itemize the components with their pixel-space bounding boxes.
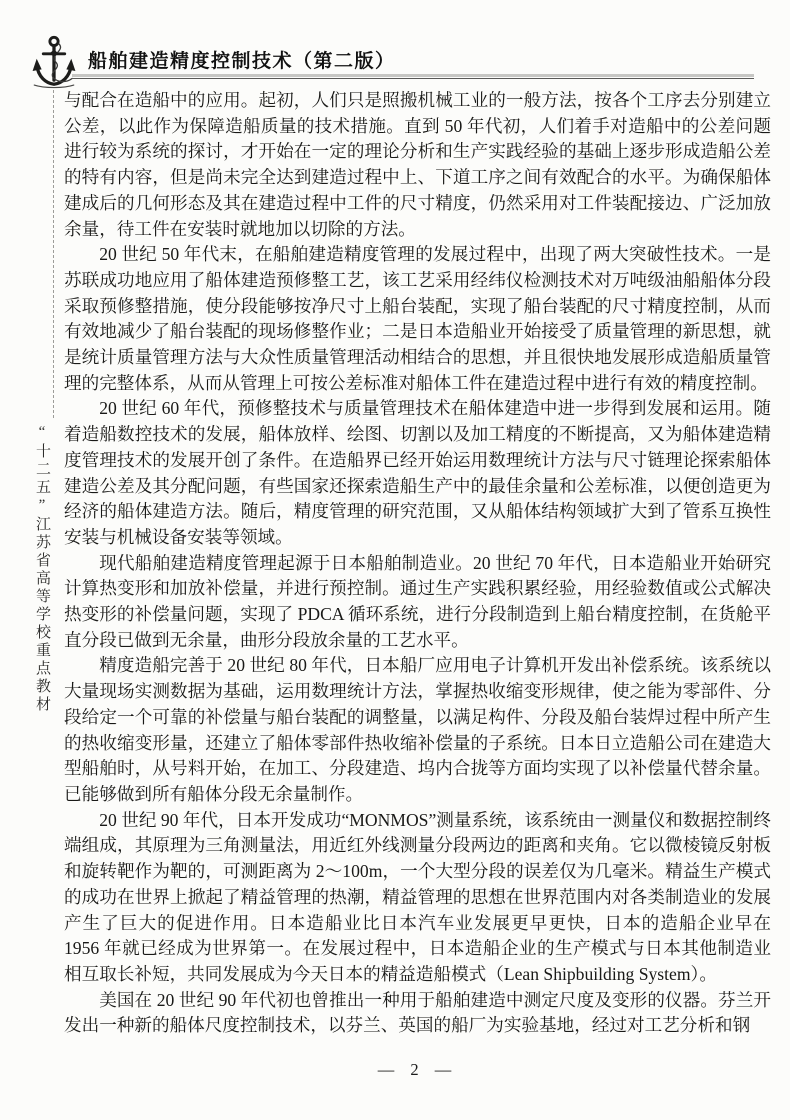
paragraph-7: 美国在 20 世纪 90 年代初也曾推出一种用于船舶建造中测定尺度及变形的仪器。芬兰开发出一种新的船体尺度控制技术，以芬兰、英国的船厂为实验基地，经过对工艺分析和钢 [64, 989, 771, 1036]
margin-dashed-line [53, 90, 54, 418]
paragraph-1: 与配合在造船中的应用。起初，人们只是照搬机械工业的一般方法，按各个工序去分别建立公差，以此作为保障造船质量的技术措施。直到 50 年代初，人们着手对造船中的公差问题进行较为系统的探讨，才开始在一定的理论分析和生产实践经验的基础上逐步形成造船公差的特有内容，但是尚未完全达到建造过程中上、下道工序之间有效配合的水平。为确保船体建成后的几何形态及其在建造过程中工件的尺寸精度，仍然采用对工件装配接边、广泛加放余量，待工件在安装时就地加以切除的方法。 [64, 90, 771, 239]
paragraph-3: 20 世纪 60 年代，预修整技术与质量管理技术在船体建造中进一步得到发展和运用。随着造船数控技术的发展，船体放样、绘图、切割以及加工精度的不断提高，又为船体建造精度管理技术的发展开创了条件。在造船界已经开始运用数理统计方法与尺寸链理论探索船体建造公差及其分配问题，有些国家还探索造船生产中的最佳余量和公差标准，以便创造更为经济的船体建造方法。随后，精度管理的研究范围，又从船体结构领域扩大到了管系互换性安装与机械设备安装等领域。 [64, 398, 771, 547]
running-head-title: 船舶建造精度控制技术（第二版） [88, 51, 396, 72]
paragraph-6: 20 世纪 90 年代，日本开发成功“MONMOS”测量系统，该系统由一测量仪和数据控制终端组成，其原理为三角测量法，用近红外线测量分段两边的距离和夹角。它以微棱镜反射板和旋转靶作为靶的，可测距离为 2～100m，一个大型分段的误差仅为几毫米。精益生产模式的成功在世界上掀起了精益管理的热潮，精益管理的思想在世界范围内对各类制造业的发展产生了巨大的促进作用。日本造船业比日本汽车业发展更早更快，日本的造船企业早在 1956 年就已经成为世界第一。在发展过程中，日本造船企业的生产模式与日本其他制造业相互取长补短，共同发展成为今天日本的精益造船模式（Lean Shipbuilding System）。 [64, 809, 771, 984]
paragraph-4: 现代船舶建造精度管理起源于日本船舶制造业。20 世纪 70 年代，日本造船业开始研究计算热变形和加放补偿量，并进行预控制。通过生产实践积累经验，用经验数值或公式解决热变形的补偿量问题，实现了 PDCA 循环系统，进行分段制造到上船台精度控制，在货舱平直分段已做到无余量，曲形分段放余量的工艺水平。 [64, 552, 771, 650]
series-label-vertical: “十二五”江苏省高等学校重点教材 [34, 424, 50, 714]
page-body [64, 88, 771, 1039]
page-number: — 2 — [377, 1060, 458, 1079]
anchor-icon [28, 34, 80, 90]
header-rule [72, 74, 754, 79]
paragraph-2: 20 世纪 50 年代末，在船舶建造精度管理的发展过程中，出现了两大突破性技术。一是苏联成功地应用了船体建造预修整工艺，该工艺采用经纬仪检测技术对万吨级油船船体分段采取预修整措施，使分段能够按净尺寸上船台装配，实现了船台装配的尺寸精度控制，从而有效地减少了船台装配的现场修整作业；二是日本造船业开始接受了质量管理的新思想，就是统计质量管理方法与大众性质量管理活动相结合的思想，并且很快地发展形成造船质量管理的完整体系，从而从管理上可按公差标准对船体工件在建造过程中进行有效的精度控制。 [64, 244, 771, 393]
paragraph-5: 精度造船完善于 20 世纪 80 年代，日本船厂应用电子计算机开发出补偿系统。该系统以大量现场实测数据为基础，运用数理统计方法，掌握热收缩变形规律，使之能为零部件、分段给定一个可靠的补偿量与船台装配的调整量，以满足构件、分段及船台装焊过程中所产生的热收缩变形量，还建立了船体零部件热收缩补偿量的子系统。日本日立造船公司在建造大型船舶时，从号料开始，在加工、分段建造、坞内合拢等方面均实现了以补偿量代替余量。已能够做到所有船体分段无余量制作。 [64, 655, 771, 804]
